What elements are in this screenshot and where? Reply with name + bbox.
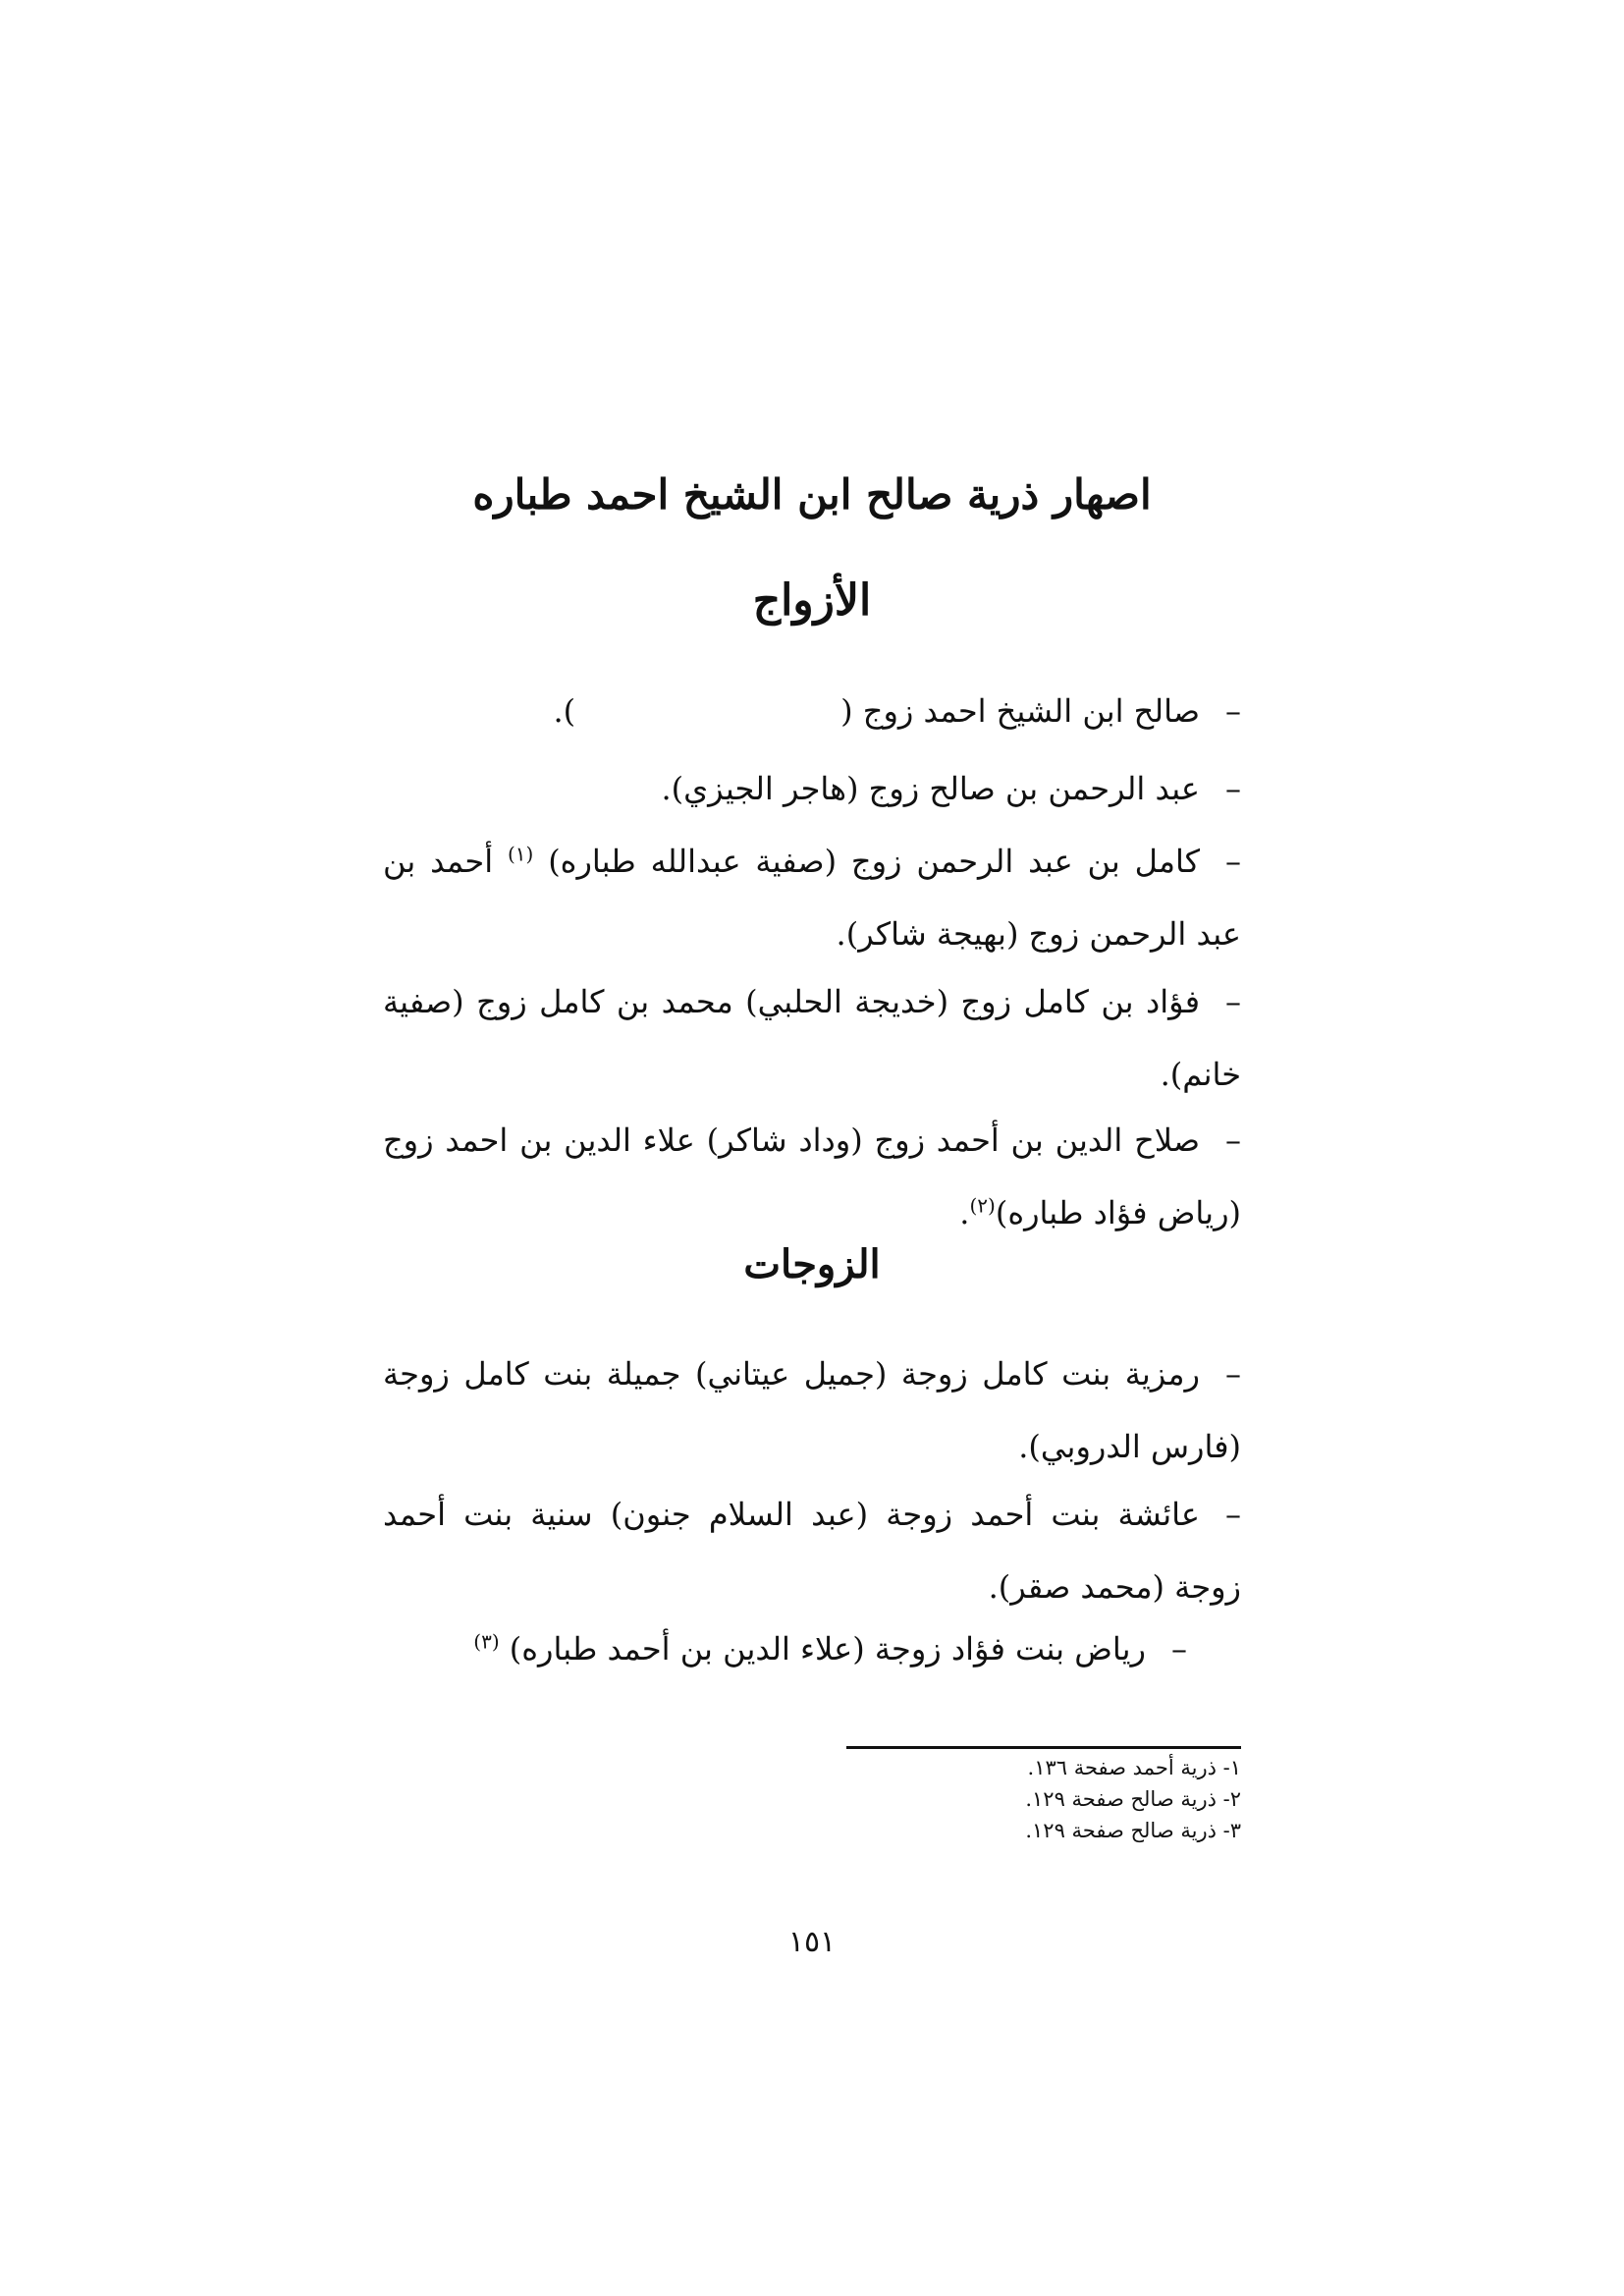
page-number: ١٥١ xyxy=(787,1925,837,1959)
husband-entry xyxy=(383,825,1241,970)
footnote-divider xyxy=(846,1746,1241,1749)
entry-text: صالح ابن الشيخ احمد زوج ( xyxy=(840,692,1200,730)
footnote: ٣- ذرية صالح صفحة ١٢٩. xyxy=(1025,1819,1241,1842)
entry-text: رمزية بنت كامل زوجة (جميل عيتاني) جميلة بنت كامل زوجة (فارس الدروبي). xyxy=(383,1355,1241,1465)
husband-entry xyxy=(383,965,1241,1111)
entry-text: كامل بن عبد الرحمن زوج (صفية عبدالله طباره) xyxy=(548,843,1201,880)
entry-text: عبد الرحمن بن صالح زوج (هاجر الجيزي). xyxy=(661,770,1200,807)
list-dash: – xyxy=(1225,1496,1242,1533)
list-dash: – xyxy=(1225,983,1242,1020)
entry-text-end: . xyxy=(959,1194,970,1231)
list-dash: – xyxy=(1225,1121,1241,1159)
list-dash: – xyxy=(1225,1355,1241,1393)
footnote: ٢- ذرية صالح صفحة ١٢٩. xyxy=(1025,1787,1241,1811)
list-dash: – xyxy=(1225,770,1241,807)
footnote-ref: (٣) xyxy=(473,1629,500,1654)
entry-text-end: ). xyxy=(553,692,576,730)
entry-text: فؤاد بن كامل زوج (خديجة الحلبي) محمد بن كامل زوج (صفية خانم). xyxy=(383,983,1241,1093)
husband-entry xyxy=(383,675,1241,747)
footnote: ١- ذرية أحمد صفحة ١٣٦. xyxy=(1027,1756,1241,1779)
wife-entry xyxy=(383,1338,1241,1483)
husband-entry xyxy=(383,1104,1241,1249)
entry-text: رياض بنت فؤاد زوجة (علاء الدين بن أحمد طباره) xyxy=(509,1630,1146,1667)
entry-text-end: أحمد بن عبد الرحمن زوج (بهيجة شاكر). xyxy=(383,843,1241,953)
footnote-ref: (٢) xyxy=(969,1193,996,1218)
husbands-heading: الأزواج xyxy=(752,575,872,626)
footnote-ref: (١) xyxy=(507,842,534,866)
wives-heading: الزوجات xyxy=(743,1241,881,1287)
list-dash: – xyxy=(1225,692,1241,730)
wife-entry xyxy=(383,1478,1241,1623)
page-title: اصهار ذرية صالح ابن الشيخ احمد طباره xyxy=(472,470,1152,519)
entry-text: صلاح الدين بن أحمد زوج (وداد شاكر) علاء الدين بن احمد زوج (رياض فؤاد طباره) xyxy=(383,1121,1241,1231)
husband-entry xyxy=(383,752,1241,825)
list-dash: – xyxy=(1225,843,1242,880)
entry-text: عائشة بنت أحمد زوجة (عبد السلام جنون) سنية بنت أحمد زوجة (محمد صقر). xyxy=(383,1496,1241,1606)
wife-entry xyxy=(329,1613,1187,1685)
list-dash: – xyxy=(1171,1630,1187,1667)
